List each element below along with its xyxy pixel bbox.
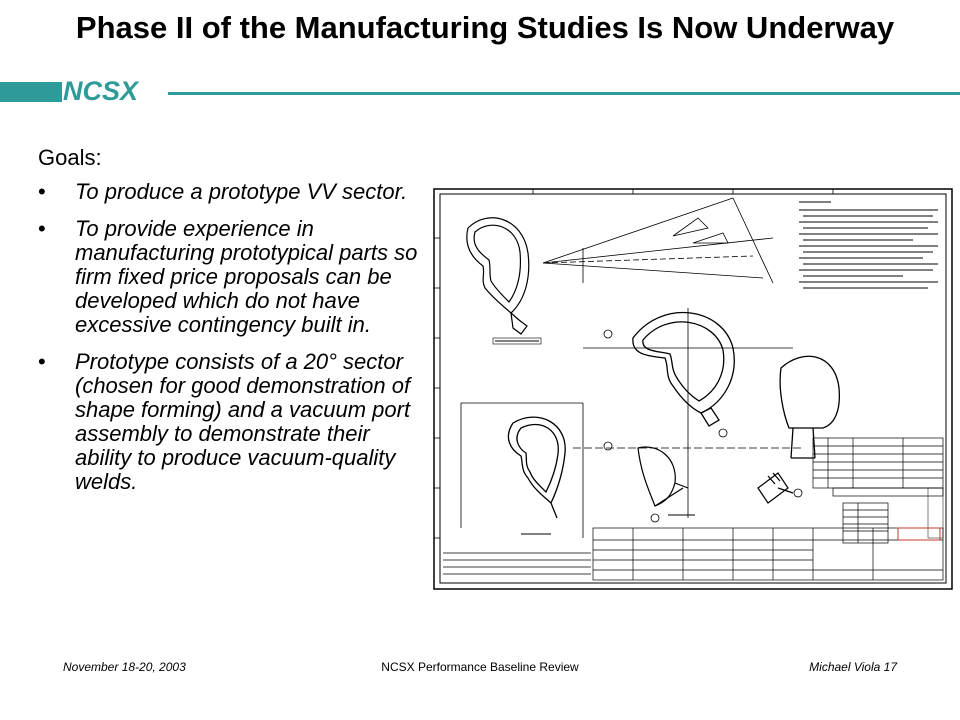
goal-text: Prototype consists of a 20° sector (chosen for good demonstration of shape forming) and a vacuum port assembly to demonstrate their ability to produce vacuum-quality welds.	[75, 349, 411, 494]
goal-item	[38, 217, 428, 337]
footer-event: NCSX Performance Baseline Review	[381, 660, 579, 674]
header-band-line	[168, 92, 960, 95]
goal-text: To provide experience in manufacturing prototypical parts so firm fixed price proposals can be developed which do not have excessive contingency built in.	[75, 216, 418, 337]
bullet-dot: •	[38, 179, 46, 204]
header-band-block	[0, 82, 62, 102]
footer-presenter: Michael Viola 17	[809, 660, 897, 674]
goals-list	[38, 180, 428, 494]
goals-label: Goals:	[38, 145, 102, 170]
slide-title: Phase II of the Manufacturing Studies Is Now Underway	[75, 10, 895, 45]
goal-item	[38, 350, 428, 494]
goal-item	[38, 180, 428, 204]
body-text	[38, 146, 428, 507]
goal-text: To produce a prototype VV sector.	[75, 179, 408, 204]
ncsx-logo: NCSX	[63, 76, 139, 106]
engineering-drawing-icon	[433, 188, 953, 590]
bullet-dot: •	[38, 349, 46, 374]
bullet-dot: •	[38, 216, 46, 241]
footer-date: November 18-20, 2003	[63, 660, 186, 674]
